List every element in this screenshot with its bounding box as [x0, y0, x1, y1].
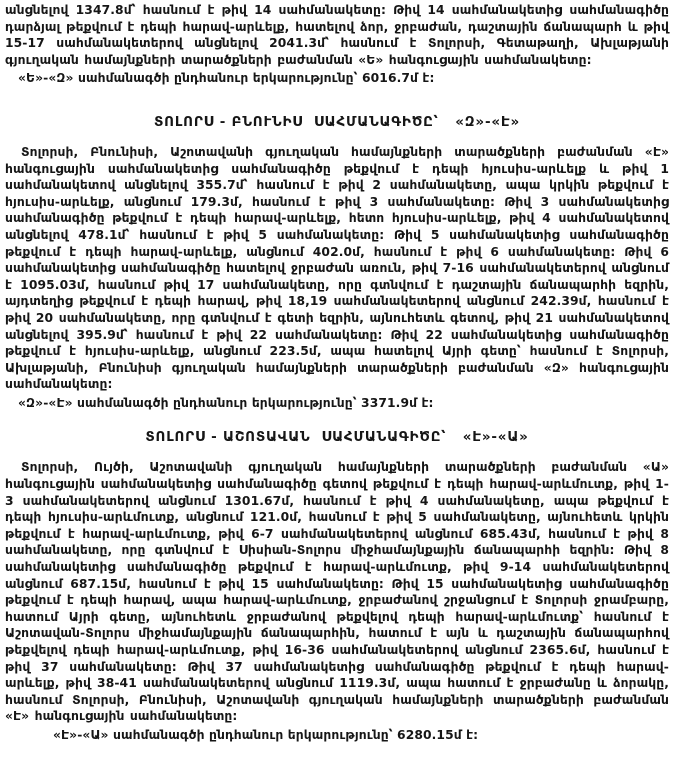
boundary-paragraph-continuation: անցնելով 1347.8մ՝ հասնում է թիվ 14 սահմանակետը: Թիվ 14 սահմանակետից սահմանագիծը դարձյալ թեքվում է դեպի հարավ-արևելք, հատելով ձոր, ջրբաժան, դաշտային ճանապարհ և թիվ 15-17 սահմանակետերով անցնելով 2041.3մ՝ հասնում է Տոլորսի, Գետաթաղի, Ախլաթյանի գյուղական համայնքների տարածքների բաժանման «Ե» հանգուցային սահմանակետը: [5, 3, 669, 67]
section-heading-tolors-bnunis: ՏՈԼՈՐՍ - ԲՆՈՒՆԻՍ ՍԱՀՄԱՆԱԳԻԾԸ՝ «Զ»-«Է» [154, 113, 520, 130]
boundary-length-summary-z-e: «Զ»-«Է» սահմանագծի ընդհանուր երկարությունը՝ 3371.9մ է: [18, 395, 434, 410]
boundary-paragraph-tolors-ashotavan: Տոլորսի, Ույծի, Աշոտավանի գյուղական համայնքների տարածքների բաժանման «Ա» հանգուցային սահմանակետից սահմանագիծը գետով թեքվում է դեպի հարավ-արևմուտք, թիվ 1-3 սահմանակետերով անցնում 1301.67մ, հասնում է թիվ 4 սահմանակետը, ապա թեքվում է դեպի հյուսիս-արևմուտք, անցնում 121.0մ, հասնում է թիվ 5 սահմանակետը, այնուհետև կրկին թեքվում է հարավ-արևմուտք, թիվ 6-7 սահմանակետերով անցնում 685.43մ, հասնում է թիվ 8 սահմանակետը, որը գտնվում է Սիսիան-Տոլորս միջհամայնքային ճանապարհի եզրին: Թիվ 8 սահմանակետից սահմանագիծը թեքվում է հարավ-արևմուտք, թիվ 9-14 սահմանակետերով անցնում 687.15մ, հասնում է թիվ 15 սահմանակետը: Թիվ 15 սահմանակետից սահմանագիծը թեքվում է դեպի հարավ, ապա հարավ-արևմուտք, ջրբաժանով շրջանցում է Տոլորսի ջրամբարը, հատում Այրի գետը, այնուհետև ջրբաժանով թեքվելով դեպի հարավ-արևմուտք՝ հասնում է Աշոտավան-Տոլորս միջհամայնքային ճանապարհին, հատում է այն և դաշտային ճանապարհով թեքվելով դեպի հարավ-արևմուտք, թիվ 16-36 սահմանակետերով անցնում 2365.6մ, հասնում է թիվ 37 սահմանակետը: Թիվ 37 սահմանակետից սահմանագիծը թեքվում է դեպի հարավ-արևելք, թիվ 38-41 սահմանակետերով անցնում 1119.3մ, ապա հատում է ջրբաժանը և ձորակը, հասնում Տոլորսի, Բնունիսի, Աշոտավանի գյուղական համայնքների տարածքների բաժանման «Է» հանգուցային սահմանակետը: [5, 460, 669, 724]
boundary-paragraph-tolors-bnunis: Տոլորսի, Բնունիսի, Աշոտավանի գյուղական համայնքների տարածքների բաժանման «Է» հանգուցային սահմանակետից սահմանագիծը թեքվում է դեպի հյուսիս-արևելք և թիվ 1 սահմանակետով անցնելով 355.7մ՝ հասնում է թիվ 2 սահմանակետը, ապա կրկին թեքվում է հյուսիս-արևելք, անցնում 179.3մ, հասնում է թիվ 3 սահմանակետը: Թիվ 3 սահմանակետից սահմանագիծը թեքվում է դեպի հարավ-արևելք, հետո հյուսիս-արևելք, թիվ 4 սահմանակետով անցնելով 478.1մ՝ հասնում է թիվ 5 սահմանակետը: Թիվ 5 սահմանակետից սահմանագիծը թեքվում է դեպի հարավ-արևելք, անցնում 402.0մ, հասնում է թիվ 6 սահմանակետը: Թիվ 6 սահմանակետից սահմանագիծը հատելով ջրբաժան առուն, թիվ 7-16 սահմանակետերով անցնում է 1095.03մ, հասնում թիվ 17 սահմանակետը, որը գտնվում է դաշտային ճանապարհի եզրին, այդտեղից թեքվում է դեպի հարավ, թիվ 18,19 սահմանակետերով անցնում 242.39մ, հասնում է թիվ 20 սահմանակետը, որը գտնվում է գետի եզրին, այնուհետև գետով, թիվ 21 սահմանակետով անցնելով 395.9մ՝ հասնում է թիվ 22 սահմանակետը: Թիվ 22 սահմանակետից սահմանագիծը թեքվում է հյուսիս-արևելք, անցնում 223.5մ, ապա հատելով Այրի գետը՝ հասնում է Տոլորսի, Ախլաթյանի, Բնունիսի գյուղական համայնքների տարածքների բաժանման «Զ» հանգուցային սահմանակետը: [5, 144, 669, 392]
boundary-length-summary-e-a: «Է»-«Ա» սահմանագծի ընդհանուր երկարությունը՝ 6280.15մ է: [53, 727, 479, 742]
boundary-length-summary-e-z: «Ե»-«Զ» սահմանագծի ընդհանուր երկարությունը՝ 6016.7մ է: [18, 71, 435, 86]
section-heading-tolors-ashotavan: ՏՈԼՈՐՍ - ԱՇՈՏԱՎԱՆ ՍԱՀՄԱՆԱԳԻԾԸ՝ «Է»-«Ա» [145, 429, 529, 446]
